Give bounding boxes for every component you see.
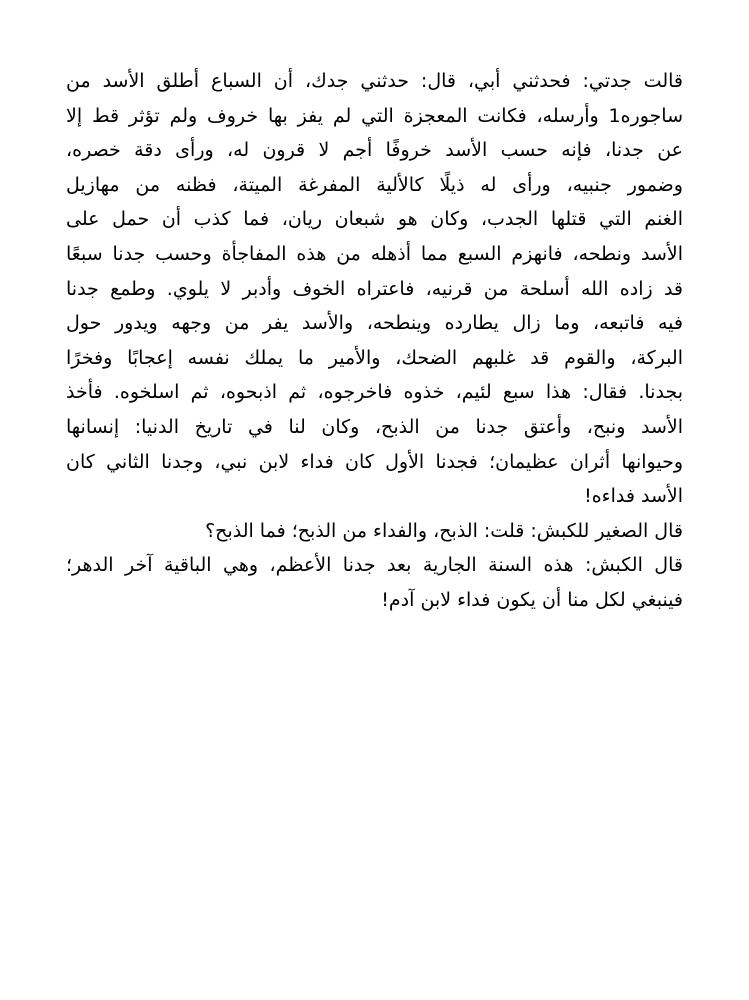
text-line: فينبغي لكل منا أن يكون فداء لابن آدم!: [381, 588, 683, 611]
text-line: الأسد ونبح، وأعتق جدنا من الذبح، وكان لنا في تاريخ الدنيا: إنسانها: [66, 415, 683, 438]
text-line: عن جدنا، فإنه حسب الأسد خروفًا أجم لا قرون له، ورأى دقة خصره،: [66, 139, 683, 162]
text-line: قد زاده الله أسلحة من قرنيه، فاعتراه الخوف وأدبر لا يلوي. وطمع جدنا: [66, 277, 683, 300]
text-line: قال الكبش: هذه السنة الجارية بعد جدنا الأعظم، وهي الباقية آخر الدهر؛: [66, 554, 683, 577]
paragraph-question: [66, 514, 683, 549]
text-line: الغنم التي قتلها الجدب، وكان هو شبعان ريان، فما كذب أن حمل على: [66, 208, 683, 231]
text-line: البركة، والقوم قد غلبهم الضحك، والأمير ما يملك نفسه إعجابًا وفخرًا: [66, 346, 683, 369]
text-line: قال الصغير للكبش: قلت: الذبح، والفداء من الذبح؛ فما الذبح؟: [205, 519, 683, 542]
text-line: ساجوره1 وأرسله، فكانت المعجزة التي لم يفز بها خروف ولم تؤثر قط إلا: [66, 104, 683, 127]
text-line: وحيوانها أثران عظيمان؛ فجدنا الأول كان فداء لابن نبي، وجدنا الثاني كان: [66, 450, 683, 473]
paragraph-story: [66, 64, 683, 514]
text-line: فيه فاتبعه، وما زال يطارده وينطحه، والأسد يفر من وجهه ويدور حول: [66, 312, 683, 335]
text-line: بجدنا. فقال: هذا سبع لئيم، خذوه فاخرجوه، ثم اذبحوه، ثم اسلخوه. فأخذ: [66, 381, 683, 404]
document-page: [66, 64, 683, 618]
text-line: وضمور جنبيه، ورأى له ذيلًا كالألية المفرغة الميتة، فظنه من مهازيل: [66, 173, 683, 196]
text-line: قالت جدتي: فحدثني أبي، قال: حدثني جدك، أن السباع أطلق الأسد من: [66, 70, 683, 92]
text-line: الأسد فداءه!: [584, 485, 683, 508]
paragraph-answer: [66, 548, 683, 617]
text-line: الأسد ونطحه، فانهزم السبع مما أذهله من هذه المفاجأة وحسب جدنا سبعًا: [66, 242, 683, 265]
